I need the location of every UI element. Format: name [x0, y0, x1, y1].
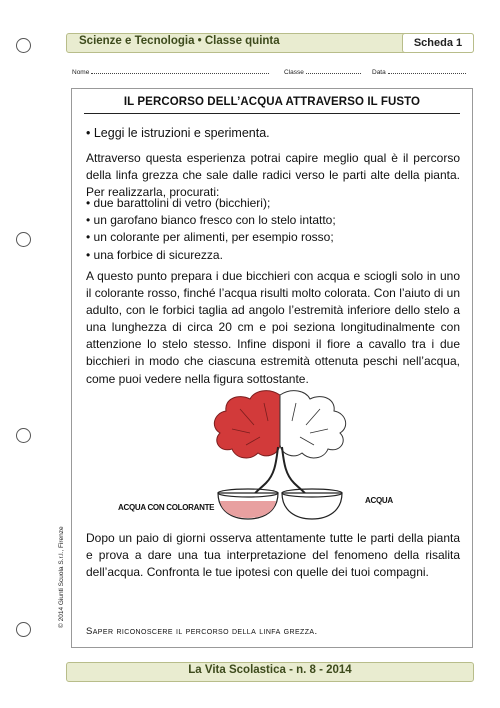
learning-objective: Saper riconoscere il percorso della linfa grezza.: [86, 626, 318, 637]
class-field[interactable]: [284, 68, 361, 76]
name-field[interactable]: [72, 68, 269, 76]
binder-hole: [16, 622, 31, 637]
class-label: Classe: [284, 69, 304, 76]
date-line: [388, 68, 466, 74]
list-item: • una forbice di sicurezza.: [86, 247, 223, 262]
page-title: IL PERCORSO DELL’ACQUA ATTRAVERSO IL FUSTO: [123, 96, 421, 108]
carnation-illustration: [180, 385, 380, 520]
binder-hole: [16, 38, 31, 53]
class-line: [306, 68, 361, 74]
glass-with-dye: [218, 489, 278, 519]
subject-title: Scienze e Tecnologia • Classe quinta: [79, 35, 280, 47]
intro-text: Attraverso questa esperienza potrai capire meglio qual è il percorso della linfa grezza che sale dalle radici verso le parti alte della pianta. Per realizzarla, procurati:: [86, 151, 460, 200]
copyright-note: © 2014 Giunti Scuola S.r.l., Firenze: [58, 526, 65, 628]
intro-paragraph: [86, 150, 460, 201]
glass-with-water: [282, 489, 342, 519]
list-item: • un colorante per alimenti, per esempio rosso;: [86, 230, 334, 245]
binder-hole: [16, 232, 31, 247]
header-band: [66, 33, 474, 53]
list-item: • due barattolini di vetro (bicchieri);: [86, 196, 271, 210]
name-line: [91, 68, 269, 74]
red-petals: [214, 391, 280, 458]
label-dyed-water: ACQUA CON COLORANTE: [118, 503, 215, 512]
instruction: • Leggi le istruzioni e sperimenta.: [86, 126, 270, 140]
title-underline: [84, 113, 460, 114]
sheet-number: Scheda 1: [402, 33, 474, 53]
white-petals: [280, 391, 346, 458]
label-water: ACQUA: [365, 496, 393, 505]
conclusion-paragraph: [86, 530, 460, 581]
list-item: • un garofano bianco fresco con lo stelo intatto;: [86, 213, 336, 228]
date-field[interactable]: [372, 68, 466, 76]
binder-hole: [16, 428, 31, 443]
name-label: Nome: [72, 69, 90, 76]
procedure-paragraph: [86, 268, 460, 388]
materials-list: [86, 195, 460, 264]
footer-band: [66, 662, 474, 682]
conclusion-text: Dopo un paio di giorni osserva attentamente tutte le parti della pianta e prova a dare una tua interpretazione del fenomeno della risalita dell’acqua. Confronta le tue ipotesi con quelle dei tuoi compagni.: [86, 531, 460, 580]
date-label: Data: [372, 69, 386, 76]
procedure-text: A questo punto prepara i due bicchieri con acqua e sciogli solo in uno il colorante rosso, finché l’acqua risulti molto colorata. Con l’aiuto di un adulto, con le forbici taglia ad angolo l’estremità inferiore dello stelo a una lunghezza di circa 20 cm e poi seziona longitudinalmente con attenzione lo stelo stesso. Infine disponi il fiore a cavallo tra i due bicchieri in modo che ciascuna estremità ottenuta peschi nell’acqua, come puoi vedere nella figura sottostante.: [86, 269, 460, 386]
magazine-issue: La Vita Scolastica - n. 8 - 2014: [188, 664, 352, 676]
